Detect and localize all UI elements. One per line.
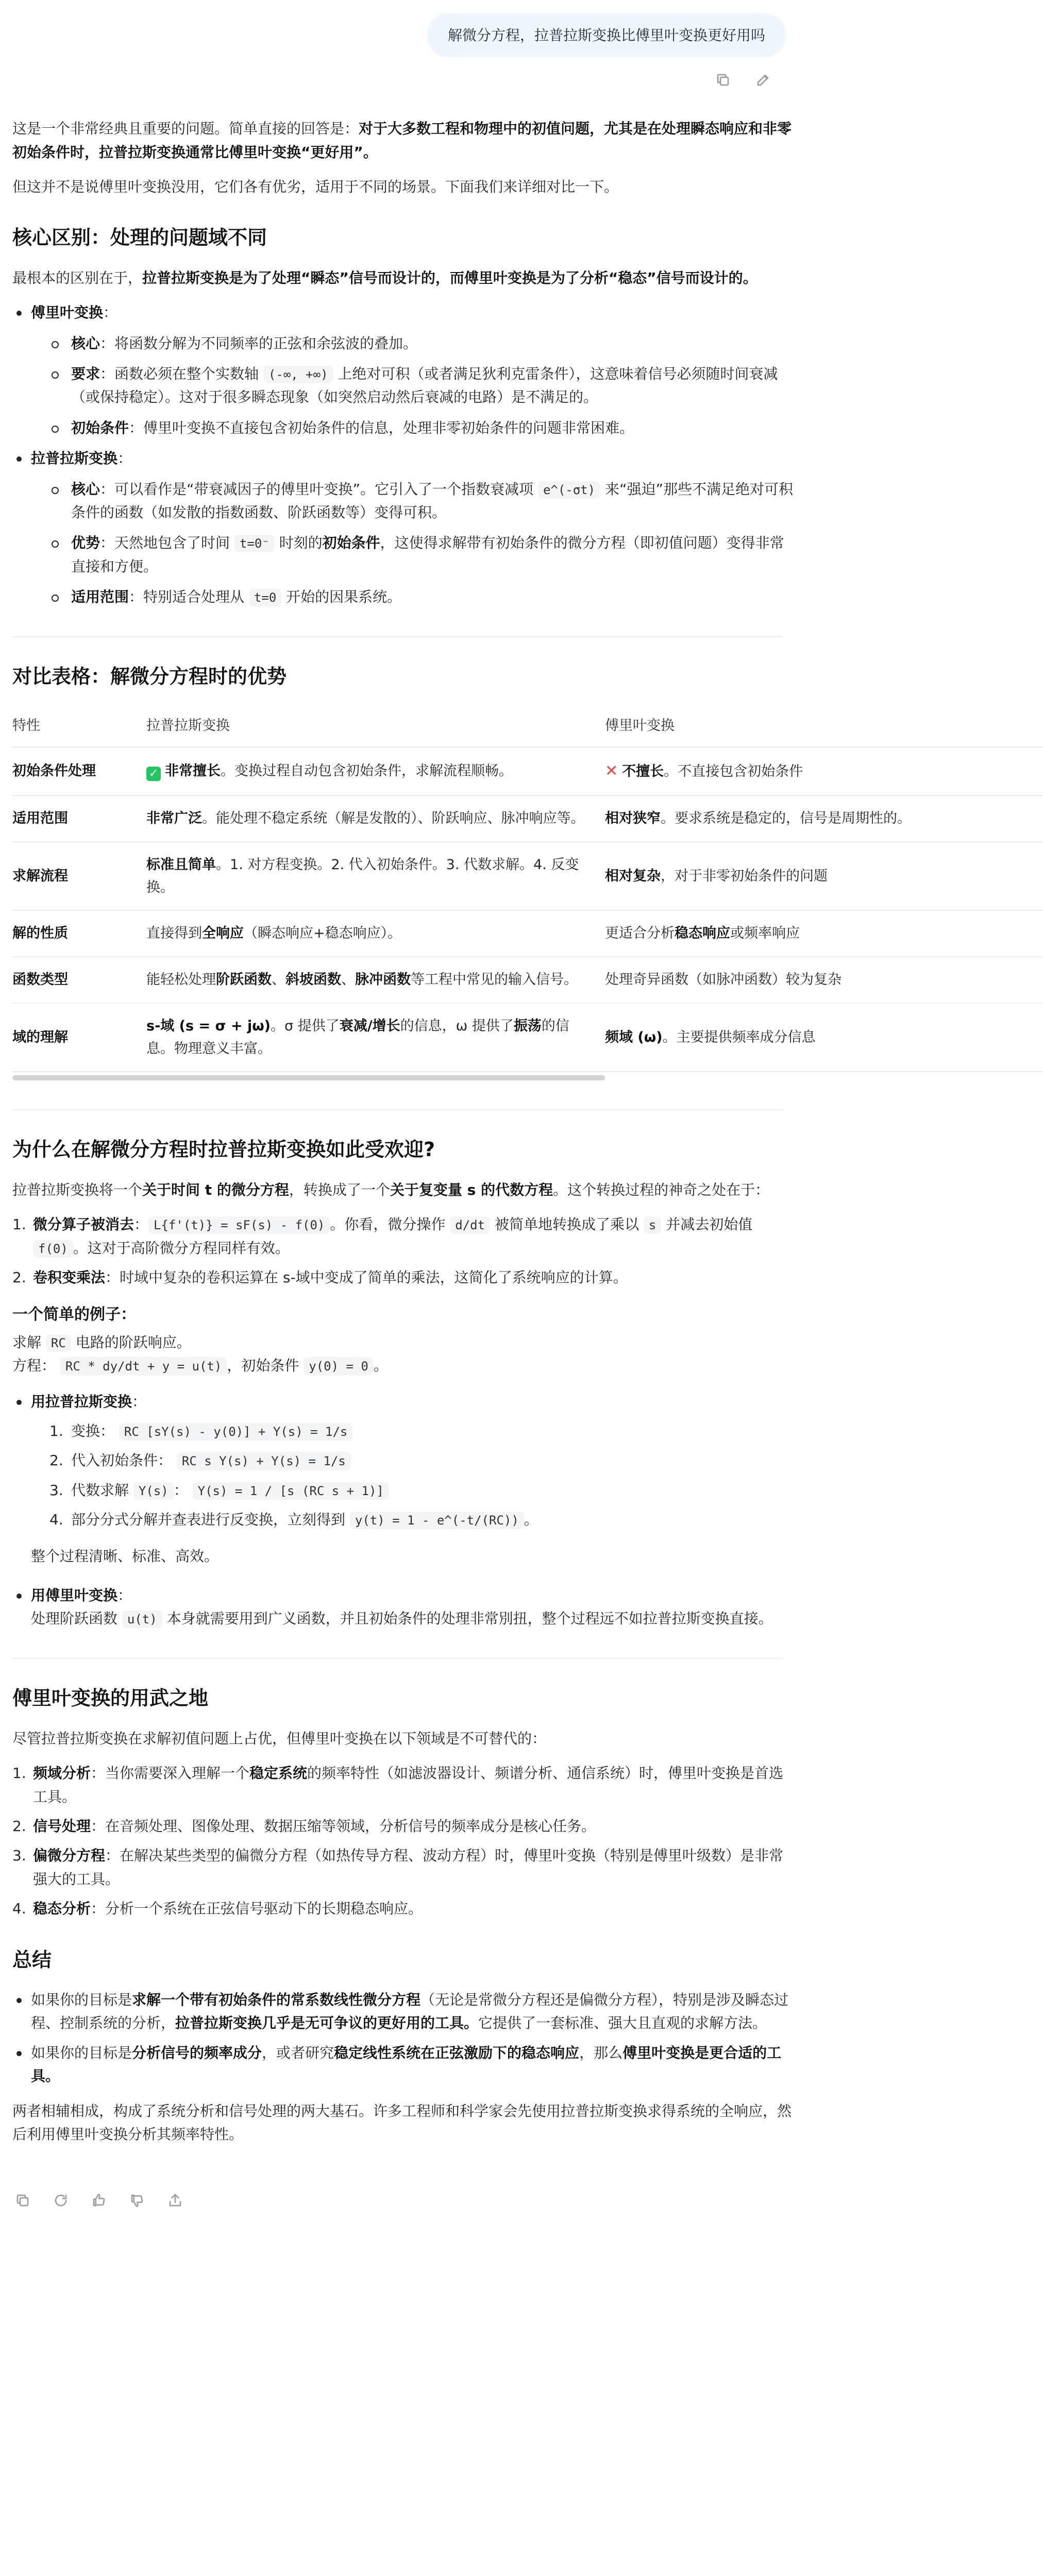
cell-bold: 相对狭窄 bbox=[605, 810, 661, 827]
step-number: 2. bbox=[49, 1452, 63, 1469]
laplace-method-bullet: 用拉普拉斯变换： 1. 变换： RC [sY(s) - y(0)] + Y(s) = 1/s 2. 代入初始条件： RC s Y(s) + Y(s) = 1/s 3. 代数求解 Y(s) ： Y(s) = 1 / [s (RC s + 1)] 4. 部分分式分解并查表进行反变换，立刻得到 y(t) = 1 - e^(-t/(RC)) 。 整个过程清晰、标准、高效。 bbox=[12, 1390, 795, 1568]
cell-bold: 阶跃函数 bbox=[216, 972, 272, 988]
table-cell-fourier: 处理奇异函数（如脉冲函数）较为复杂 bbox=[605, 957, 1043, 1003]
table-row bbox=[12, 957, 1043, 1003]
example-text: 求解 bbox=[12, 1333, 46, 1351]
summary-list bbox=[12, 1988, 795, 2088]
assistant-answer bbox=[0, 90, 911, 2146]
table-row-feature: 域的理解 bbox=[12, 1003, 146, 1072]
table-cell-fourier bbox=[605, 1003, 1043, 1072]
table-row-feature: 适用范围 bbox=[12, 795, 146, 842]
list-number: 2. bbox=[12, 1268, 26, 1286]
answer-actions bbox=[0, 2157, 795, 2211]
table-horizontal-scrollbar[interactable] bbox=[12, 1074, 795, 1081]
cell-text: 、 bbox=[272, 972, 285, 988]
cell-text: ，对于非零初始条件的问题 bbox=[661, 868, 828, 884]
list-number: 1. bbox=[12, 1765, 26, 1782]
step-item bbox=[31, 1508, 795, 1531]
item-text: 的频率特性（如滤波器设计、频谱分析、通信系统）时，傅里叶变换是首选工具。 bbox=[33, 1765, 784, 1805]
table-cell-laplace bbox=[146, 910, 605, 957]
item-label: 微分算子被消去 bbox=[33, 1216, 134, 1233]
table-row bbox=[12, 1003, 1043, 1072]
intro-text: 这是一个非常经典且重要的问题。简单直接的回答是： bbox=[12, 120, 359, 138]
closing-paragraph: 两者相辅相成，构成了系统分析和信号处理的两大基石。许多工程师和科学家会先使用拉普拉斯变换求得系统的全响应，然后利用傅里叶变换分析其频率特性。 bbox=[12, 2102, 792, 2143]
core-paragraph bbox=[12, 266, 795, 290]
cell-text: 。能处理不稳定系统（解是发散的）、阶跃响应、脉冲响应等。 bbox=[202, 810, 585, 827]
cell-bold: 频域 (ω) bbox=[605, 1029, 663, 1045]
table-row bbox=[12, 795, 1043, 842]
laplace-core-item bbox=[31, 478, 795, 524]
core-bold: 拉普拉斯变换是为了处理“瞬态”信号而设计的，而傅里叶变换是为了分析“稳态”信号而设计的。 bbox=[142, 269, 758, 286]
summary-bold: 傅里叶变换是更合适的工具。 bbox=[31, 2044, 782, 2085]
method-list bbox=[12, 1390, 795, 1631]
summary-text: 它提供了一套标准、强大且直观的求解方法。 bbox=[478, 2014, 767, 2032]
cross-icon: ✕ bbox=[605, 761, 618, 780]
example-line-1 bbox=[12, 1331, 795, 1354]
inline-code: RC * dy/dt + y = u(t) bbox=[60, 1358, 227, 1375]
example-heading: 一个简单的例子： bbox=[12, 1306, 136, 1324]
fourier-method-bullet: 用傅里叶变换： 处理阶跃函数 u(t) 本身就需要用到广义函数，并且初始条件的处理非常別扭，整个过程远不如拉普拉斯变换直接。 bbox=[12, 1584, 795, 1631]
why-text: 。这个转换过程的神奇之处在于： bbox=[553, 1181, 770, 1198]
inline-code: d/dt bbox=[450, 1216, 490, 1234]
step-text: ： bbox=[173, 1481, 188, 1499]
item-bold: 稳定系统 bbox=[249, 1765, 308, 1782]
fourier-use-intro: 尽管拉普拉斯变换在求解初值问题上占优，但傅里叶变换在以下领域是不可替代的： bbox=[12, 1730, 547, 1748]
table-row bbox=[12, 747, 1043, 796]
cell-text: 的信息，ω 提供了 bbox=[400, 1018, 514, 1034]
step-number: 4. bbox=[49, 1511, 63, 1529]
user-message-row bbox=[0, 0, 795, 57]
example-text: 。 bbox=[373, 1357, 388, 1375]
table-header-cell: 傅里叶变换 bbox=[605, 705, 1043, 747]
item-text: ：时域中复杂的卷积运算在 s-域中变成了简单的乘法，这简化了系统响应的计算。 bbox=[105, 1268, 628, 1286]
item-text: 。这对于高阶微分方程同样有效。 bbox=[73, 1239, 290, 1257]
inline-code: RC [sY(s) - y(0)] + Y(s) = 1/s bbox=[119, 1423, 352, 1440]
thumbs-down-icon[interactable] bbox=[127, 2190, 147, 2211]
item-text: 被简单地转换成了乘以 bbox=[490, 1216, 644, 1233]
method-text: 本身就需要用到广义函数，并且初始条件的处理非常別扭，整个过程远不如拉普拉斯变换直接。 bbox=[162, 1610, 773, 1628]
item-label: 卷积变乘法 bbox=[33, 1268, 106, 1286]
cell-text: 。1. 对方程变换。2. 代入初始条件。3. 代数求解。4. 反变换。 bbox=[146, 856, 579, 895]
inline-code: L{f'(t)} = sF(s) - f(0) bbox=[148, 1216, 330, 1234]
laplace-adv-bold: 初始条件 bbox=[322, 534, 380, 552]
table-cell-laplace bbox=[146, 1003, 605, 1072]
fourier-req-text: ：函数必须在整个实数轴 bbox=[100, 365, 263, 383]
laplace-scope-label: 适用范围 bbox=[71, 588, 129, 605]
item-text: 并减去初始值 bbox=[661, 1216, 753, 1233]
summary-text: ，或者研究 bbox=[262, 2044, 334, 2061]
regenerate-icon[interactable] bbox=[51, 2190, 71, 2211]
item-text: ：在音频处理、图像处理、数据压缩等领域，分析信号的频率成分是核心任务。 bbox=[91, 1818, 596, 1835]
cell-text: 。主要提供频率成分信息 bbox=[662, 1029, 816, 1045]
fourier-use-list bbox=[12, 1761, 795, 1920]
laplace-core-text-2: 来“强迫”那些不满足绝对可积条件的函数（如发散的指数函数、阶跃函数等）变得可积。 bbox=[71, 480, 794, 521]
inline-code: y(0) = 0 bbox=[304, 1358, 374, 1375]
table-header-cell: 拉普拉斯变换 bbox=[146, 705, 605, 747]
laplace-bullet: 拉普拉斯变换： 核心：可以看作是“带衰减因子的傅里叶变换”。它引入了一个指数衰减项 e^(-σt) 来“强迫”那些不满足绝对可积条件的函数（如发散的指数函数、阶跃函数等）变得可积。 优势：天然地包含了时间 t=0⁻ 时刻的初始条件，这使得求解带有初始条件的微分方程（即初值问题）变得非常直接和方便。 适用范围：特别适合处理从 t=0 开始的因果系统。 bbox=[12, 447, 795, 608]
table-row-feature: 初始条件处理 bbox=[12, 747, 146, 796]
summary-bullet bbox=[12, 2041, 795, 2088]
table-cell-fourier bbox=[605, 795, 1043, 842]
cell-bold: s-域 (s = σ + jω) bbox=[146, 1018, 271, 1034]
list-item bbox=[12, 1266, 795, 1289]
cell-text: 等工程中常见的输入信号。 bbox=[411, 972, 578, 988]
thumbs-up-icon[interactable] bbox=[89, 2190, 109, 2211]
table-row-feature: 求解流程 bbox=[12, 842, 146, 910]
laplace-core-text: ：可以看作是“带衰减因子的傅里叶变换”。它引入了一个指数衰减项 bbox=[100, 480, 538, 498]
step-text: 部分分式分解并查表进行反变换，立刻得到 bbox=[71, 1511, 350, 1529]
step-item bbox=[31, 1449, 795, 1472]
list-item bbox=[12, 1815, 795, 1838]
scrollbar-thumb[interactable] bbox=[12, 1075, 605, 1080]
laplace-scope-item bbox=[31, 585, 795, 608]
copy-icon[interactable] bbox=[12, 2190, 33, 2211]
list-number: 4. bbox=[12, 1900, 26, 1918]
fourier-core-text: ：将函数分解为不同频率的正弦和余弦波的叠加。 bbox=[100, 334, 418, 352]
example-line-2 bbox=[12, 1354, 795, 1377]
example-text: ，初始条件 bbox=[227, 1357, 304, 1375]
inline-code: e^(-σt) bbox=[538, 481, 600, 499]
list-number: 2. bbox=[12, 1818, 26, 1835]
cell-bold: 相对复杂 bbox=[605, 868, 661, 884]
list-item bbox=[12, 1761, 795, 1808]
method-summary: 整个过程清晰、标准、高效。 bbox=[31, 1548, 219, 1565]
cell-text: 。变换过程自动包含初始条件，求解流程顺畅。 bbox=[221, 763, 513, 779]
edit-icon[interactable] bbox=[753, 70, 773, 90]
cell-bold: 衰减/增长 bbox=[339, 1018, 400, 1034]
cell-text: 或频率响应 bbox=[730, 925, 800, 942]
comparison-table-container[interactable] bbox=[12, 705, 911, 1072]
cell-text: 。要求系统是稳定的，信号是周期性的。 bbox=[661, 810, 911, 827]
step-number: 1. bbox=[49, 1422, 63, 1439]
item-text: 。你看，微分操作 bbox=[330, 1216, 450, 1233]
cell-text: （瞬态响应+稳态响应）。 bbox=[244, 925, 402, 942]
table-row-feature: 解的性质 bbox=[12, 910, 146, 957]
cell-text: 的信息。物理意义丰富。 bbox=[146, 1018, 569, 1057]
fourier-core-item bbox=[31, 332, 795, 355]
laplace-adv-label: 优势 bbox=[71, 534, 100, 552]
inline-code: Y(s) = 1 / [s (RC s + 1)] bbox=[193, 1482, 389, 1500]
item-label: 偏微分方程 bbox=[33, 1847, 106, 1865]
inline-code: u(t) bbox=[122, 1611, 162, 1628]
why-list bbox=[12, 1213, 795, 1289]
step-item bbox=[31, 1419, 795, 1443]
cell-text: 更适合分析 bbox=[605, 925, 675, 942]
item-text: ： bbox=[134, 1216, 149, 1233]
laplace-core-label: 核心 bbox=[71, 480, 100, 498]
method-label: 用傅里叶变换 bbox=[31, 1586, 118, 1604]
item-label: 稳态分析 bbox=[33, 1900, 91, 1918]
copy-icon[interactable] bbox=[713, 70, 733, 90]
fourier-init-label: 初始条件 bbox=[71, 419, 129, 436]
user-message-actions bbox=[0, 57, 795, 90]
table-header-row bbox=[12, 705, 1043, 747]
cell-bold: 振荡 bbox=[513, 1018, 542, 1034]
check-icon: ✓ bbox=[146, 767, 161, 781]
example-text: 电路的阶跃响应。 bbox=[71, 1333, 191, 1351]
item-label: 频域分析 bbox=[33, 1765, 91, 1782]
fourier-title: 傅里叶变换 bbox=[31, 304, 104, 321]
inline-code: RC s Y(s) + Y(s) = 1/s bbox=[177, 1452, 351, 1470]
item-text: ：在解决某些类型的偏微分方程（如热传导方程、波动方程）时，傅里叶变换（特别是傅里叶级数）是非常强大的工具。 bbox=[33, 1847, 784, 1888]
cell-text: 。不直接包含初始条件 bbox=[664, 763, 803, 779]
cell-bold: 全响应 bbox=[202, 925, 244, 942]
fourier-req-text-2: 上绝对可积（或者满足狄利克雷条件），这意味着信号必须随时间衰减（或保持稳定）。这对于很多瞬态现象（如突然启动然后衰减的电路）是不满足的。 bbox=[71, 365, 778, 406]
fourier-req-item bbox=[31, 362, 795, 409]
item-text: ：分析一个系统在正弦信号驱动下的长期稳态响应。 bbox=[91, 1900, 423, 1918]
cell-bold: 斜坡函数 bbox=[285, 972, 341, 988]
section-heading-comparison: 对比表格：解微分方程时的优势 bbox=[12, 665, 287, 688]
cell-text: 直接得到 bbox=[146, 925, 202, 942]
fourier-init-item bbox=[31, 416, 795, 439]
share-icon[interactable] bbox=[165, 2190, 186, 2211]
cell-bold: 稳态响应 bbox=[675, 925, 730, 942]
summary-bold: 拉普拉斯变换几乎是无可争议的更好用的工具。 bbox=[175, 2014, 479, 2032]
divider bbox=[12, 1658, 783, 1659]
table-header-cell: 特性 bbox=[12, 705, 146, 747]
inline-code: f(0) bbox=[33, 1240, 73, 1258]
laplace-scope-text-2: 开始的因果系统。 bbox=[281, 588, 402, 605]
method-label: 用拉普拉斯变换 bbox=[31, 1393, 132, 1410]
table-row-feature: 函数类型 bbox=[12, 957, 146, 1003]
inline-code: t=0 bbox=[249, 589, 281, 606]
why-text: ，转换成了一个 bbox=[289, 1181, 390, 1198]
step-number: 3. bbox=[49, 1481, 63, 1499]
comparison-table bbox=[12, 705, 1043, 1072]
table-cell-fourier bbox=[605, 747, 1043, 796]
intro-paragraph-2: 但这并不是说傅里叶变换没用，它们各有优劣，适用于不同的场景。下面我们来详细对比一下。 bbox=[12, 178, 619, 196]
summary-text: ，那么 bbox=[579, 2044, 623, 2061]
table-row bbox=[12, 842, 1043, 910]
summary-text: 如果你的目标是 bbox=[31, 1991, 132, 2009]
list-item bbox=[12, 1897, 795, 1920]
step-item bbox=[31, 1479, 795, 1502]
cell-bold: 脉冲函数 bbox=[355, 972, 411, 988]
cell-text: 。σ 提供了 bbox=[271, 1018, 340, 1034]
fourier-init-text: ：傅里叶变换不直接包含初始条件的信息，处理非零初始条件的问题非常困难。 bbox=[129, 419, 634, 436]
cell-bold: 标准且简单 bbox=[146, 856, 216, 873]
inline-code: RC bbox=[46, 1334, 71, 1352]
summary-bold: 分析信号的频率成分 bbox=[132, 2044, 262, 2061]
why-bold: 关于时间 t 的微分方程 bbox=[142, 1181, 289, 1198]
inline-code: s bbox=[644, 1216, 661, 1234]
inline-code: Y(s) bbox=[133, 1482, 174, 1500]
list-item bbox=[12, 1844, 795, 1891]
summary-bullet bbox=[12, 1988, 795, 2035]
table-cell-laplace bbox=[146, 747, 605, 796]
cell-bold: 非常广泛 bbox=[146, 810, 202, 827]
intro-bold: 对于大多数工程和物理中的初值问题，尤其是在处理瞬态响应和非零初始条件时，拉普拉斯变换通常比傅里叶变换“更好用”。 bbox=[12, 120, 792, 161]
inline-code: (-∞, +∞) bbox=[263, 366, 333, 383]
why-text: 拉普拉斯变换将一个 bbox=[12, 1181, 143, 1198]
inline-code: y(t) = 1 - e^(-t/(RC)) bbox=[350, 1512, 524, 1529]
step-text: 。 bbox=[524, 1511, 539, 1529]
list-item bbox=[12, 1213, 795, 1260]
why-paragraph bbox=[12, 1178, 795, 1201]
example-text: 方程： bbox=[12, 1357, 60, 1375]
table-cell-fourier bbox=[605, 842, 1043, 910]
step-text: 变换： bbox=[71, 1422, 119, 1439]
section-heading-summary: 总结 bbox=[12, 1948, 52, 1971]
list-number: 1. bbox=[12, 1216, 26, 1233]
core-text: 最根本的区别在于， bbox=[12, 269, 143, 286]
item-label: 信号处理 bbox=[33, 1818, 91, 1835]
inline-code: t=0⁻ bbox=[234, 535, 275, 552]
summary-text: 如果你的目标是 bbox=[31, 2044, 132, 2061]
cell-text: 能轻松处理 bbox=[146, 972, 216, 988]
fourier-method-text bbox=[31, 1607, 795, 1630]
table-cell-laplace bbox=[146, 957, 605, 1003]
section-heading-why: 为什么在解微分方程时拉普拉斯变换如此受欢迎? bbox=[12, 1138, 435, 1161]
table-cell-laplace bbox=[146, 842, 605, 910]
divider bbox=[12, 636, 783, 637]
laplace-adv-text-3: ，这使得求解带有初始条件的微分方程（即初值问题）变得非常直接和方便。 bbox=[71, 534, 784, 575]
section-heading-fourier-use: 傅里叶变换的用武之地 bbox=[12, 1687, 209, 1710]
section-heading-core: 核心区别：处理的问题域不同 bbox=[12, 226, 267, 249]
why-bold: 关于复变量 s 的代数方程 bbox=[390, 1181, 553, 1198]
laplace-scope-text: ：特别适合处理从 bbox=[129, 588, 249, 605]
table-cell-laplace bbox=[146, 795, 605, 842]
core-list bbox=[12, 301, 795, 608]
table-cell-fourier bbox=[605, 910, 1043, 957]
fourier-core-label: 核心 bbox=[71, 334, 100, 352]
laplace-title: 拉普拉斯变换 bbox=[31, 450, 118, 467]
intro-paragraph bbox=[12, 117, 795, 164]
table-row bbox=[12, 910, 1043, 957]
step-text: 代入初始条件： bbox=[71, 1452, 177, 1469]
list-number: 3. bbox=[12, 1847, 26, 1865]
cell-text: 、 bbox=[341, 972, 355, 988]
user-message-bubble: 解微分方程，拉普拉斯变换比傅里叶变换更好用吗 bbox=[427, 13, 786, 57]
cell-bold: 不擅长 bbox=[622, 763, 664, 779]
summary-bold: 求解一个带有初始条件的常系数线性微分方程 bbox=[132, 1991, 421, 2009]
laplace-adv-item bbox=[31, 531, 795, 578]
cell-bold: 非常擅长 bbox=[165, 763, 221, 779]
laplace-adv-text: ：天然地包含了时间 bbox=[100, 534, 234, 552]
fourier-bullet: 傅里叶变换： 核心：将函数分解为不同频率的正弦和余弦波的叠加。 要求：函数必须在整个实数轴 (-∞, +∞) 上绝对可积（或者满足狄利克雷条件），这意味着信号必须随时间衰减（或保持稳定）。这对于很多瞬态现象（如突然启动然后衰减的电路）是不满足的。 初始条件：傅里叶变换不直接包含初始条件的信息，处理非零初始条件的问题非常困难。 bbox=[12, 301, 795, 439]
method-text: 处理阶跃函数 bbox=[31, 1610, 122, 1628]
fourier-req-label: 要求 bbox=[71, 365, 100, 383]
laplace-adv-text-2: 时刻的 bbox=[274, 534, 323, 552]
summary-bold: 稳定线性系统在正弦激励下的稳态响应 bbox=[334, 2044, 580, 2061]
divider bbox=[12, 1109, 783, 1110]
step-text: 代数求解 bbox=[71, 1481, 133, 1499]
item-text: ：当你需要深入理解一个 bbox=[91, 1765, 250, 1782]
summary-text: （无论是常微分方程还是偏微分方程），特别是涉及瞬态过程、控制系统的分析， bbox=[31, 1991, 789, 2032]
